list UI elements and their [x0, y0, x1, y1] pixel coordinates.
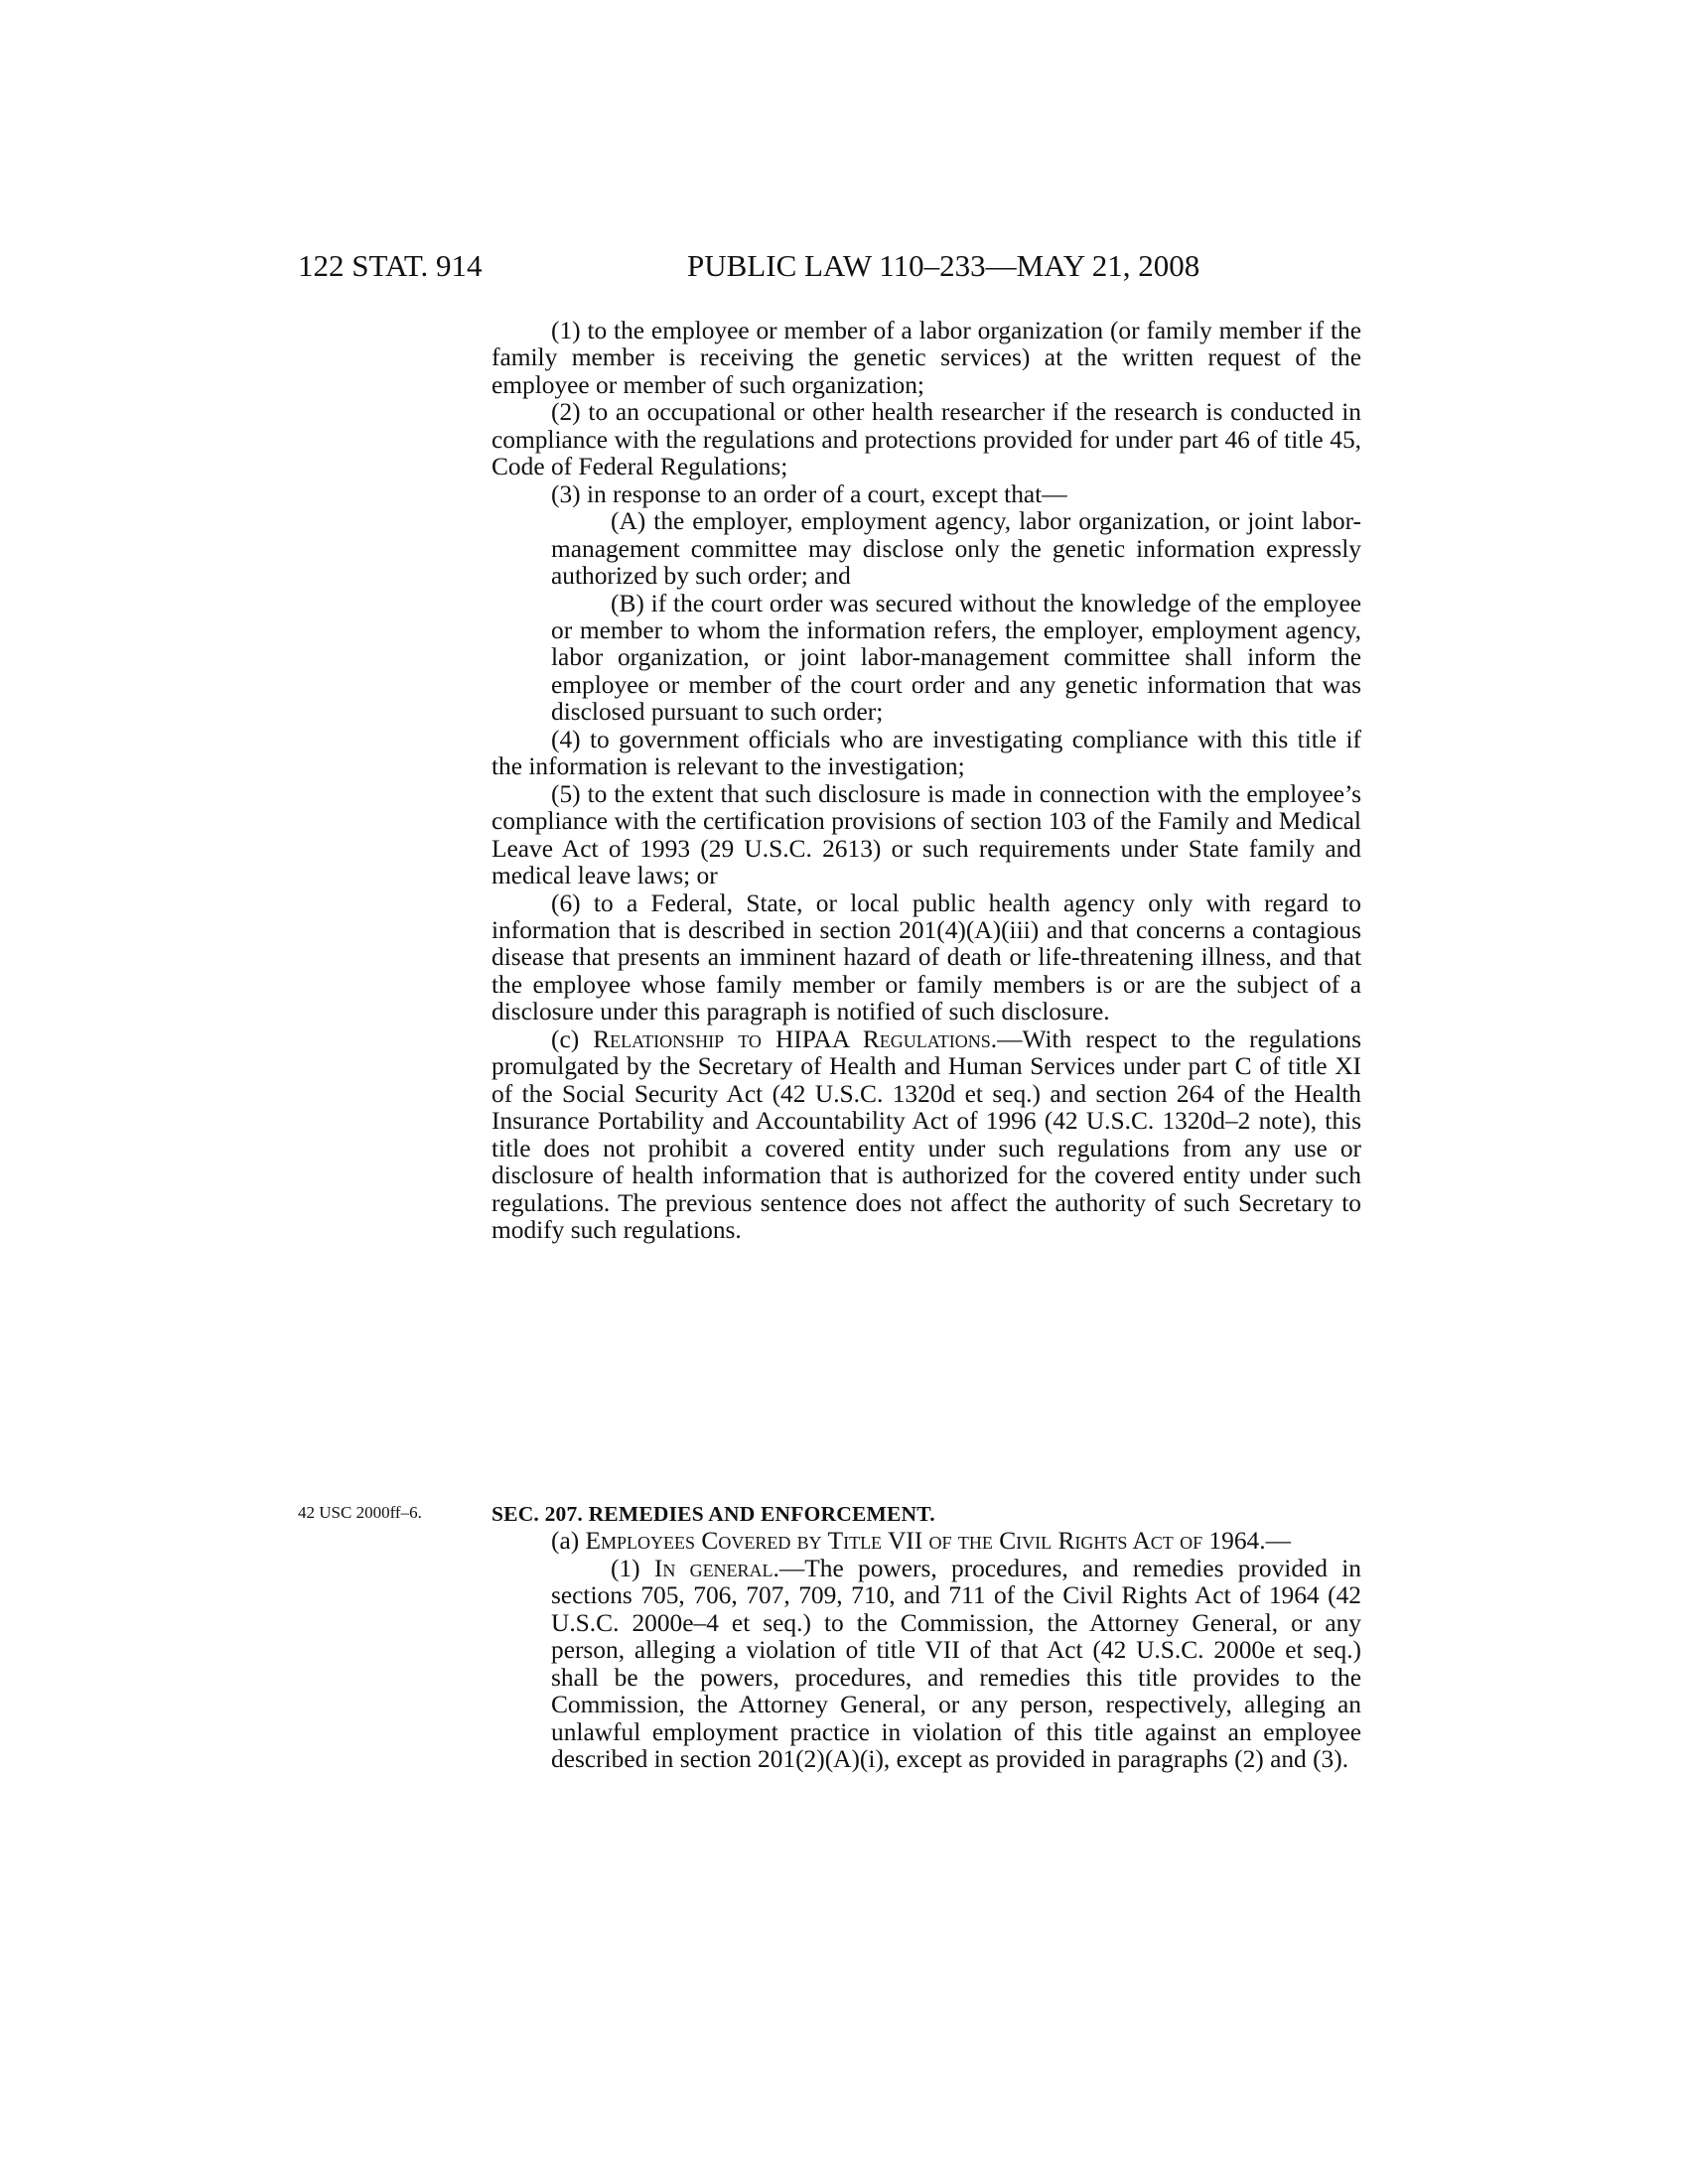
paragraph-2: (2) to an occupational or other health researcher if the research is conducted in compliance with the regulations and protections provided for under part 46 of title 45, Code of Federal Regulations;: [492, 398, 1361, 481]
subsection-a-heading: Employees Covered by Title VII of the Civil Rights Act of 1964.: [585, 1527, 1266, 1556]
section-207: [492, 1501, 1361, 1774]
paragraph-3: (3) in response to an order of a court, except that—: [551, 479, 1067, 508]
subsection-a-prefix: (a): [551, 1527, 586, 1556]
page-header: [0, 248, 1688, 292]
stat-page-reference: 122 STAT. 914: [298, 248, 483, 283]
subparagraph-3a: (A) the employer, employment agency, labor organization, or joint labor-management committee may disclose only the genetic information expressly authorized by such order; and: [551, 507, 1361, 591]
paragraph-a1-body: —The powers, procedures, and remedies provided in sections 705, 706, 707, 709, 710, and 711 of the Civil Rights Act of 1964 (42 U.S.C. 2000e–4 et seq.) to the Commission, the Attorney General, or any person, alleging a violation of title VII of that Act (42 U.S.C. 2000e et seq.) shall be the powers, procedures, and remedies this title provides to the Commission, the Attorney General, or any person, respectively, alleging an unlawful employment practice in violation of this title against an employee described in section 201(2)(A)(i), except as provided in paragraphs (2) and (3).: [551, 1554, 1361, 1774]
subsection-a: [492, 1528, 1361, 1555]
public-law-title: PUBLIC LAW 110–233—MAY 21, 2008: [687, 248, 1200, 283]
paragraph-a1-heading: In general.: [653, 1554, 779, 1582]
paragraph-a1: [492, 1556, 1361, 1774]
subsection-a-suffix: —: [1265, 1527, 1291, 1556]
document-body: [492, 318, 1361, 1244]
section-207-heading: SEC. 207. REMEDIES AND ENFORCEMENT.: [492, 1502, 935, 1526]
margin-citation: 42 USC 2000ff–6.: [298, 1503, 422, 1522]
paragraph-5: (5) to the extent that such disclosure is made in connection with the employee’s compliance with the certification provisions of section 103 of the Family and Medical Leave Act of 1993 (29 U.S.C. 2613) or such requirements under State family and medical leave laws; or: [492, 779, 1361, 890]
paragraph-4: (4) to government officials who are investigating compliance with this title if the information is relevant to the investigation;: [492, 725, 1361, 781]
subparagraph-3b: (B) if the court order was secured without the knowledge of the employee or member to whom the information refers, the employer, employment agency, labor organization, or joint labor-management committee shall inform the employee or member of the court order and any genetic information that was disclosed pursuant to such order;: [551, 589, 1361, 727]
subsection-c-prefix: (c): [551, 1024, 594, 1053]
paragraph-1: (1) to the employee or member of a labor organization (or family member if the family member is receiving the genetic services) at the written request of the employee or member of such organization;: [492, 317, 1361, 399]
subsection-c-body: —With respect to the regulations promulgated by the Secretary of Health and Human Services under part C of title XI of the Social Security Act (42 U.S.C. 1320d et seq.) and section 264 of the Health Insurance Portability and Accountability Act of 1996 (42 U.S.C. 1320d–2 note), this title does not prohibit a covered entity under such regulations from any use or disclosure of health information that is authorized for the covered entity under such regulations. The previous sentence does not affect the authority of such Secretary to modify such regulations.: [492, 1024, 1361, 1244]
subsection-c-heading: Relationship to HIPAA Regulations.: [593, 1024, 998, 1053]
paragraph-6: (6) to a Federal, State, or local public health agency only with regard to information that is described in section 201(4)(A)(iii) and that concerns a contagious disease that presents an imminent hazard of death or life-threatening illness, and that the employee whose family member or family members is or are the subject of a disclosure under this paragraph is notified of such disclosure.: [492, 888, 1361, 1026]
subsection-c: [492, 1026, 1361, 1245]
paragraph-a1-prefix: (1): [611, 1554, 654, 1582]
